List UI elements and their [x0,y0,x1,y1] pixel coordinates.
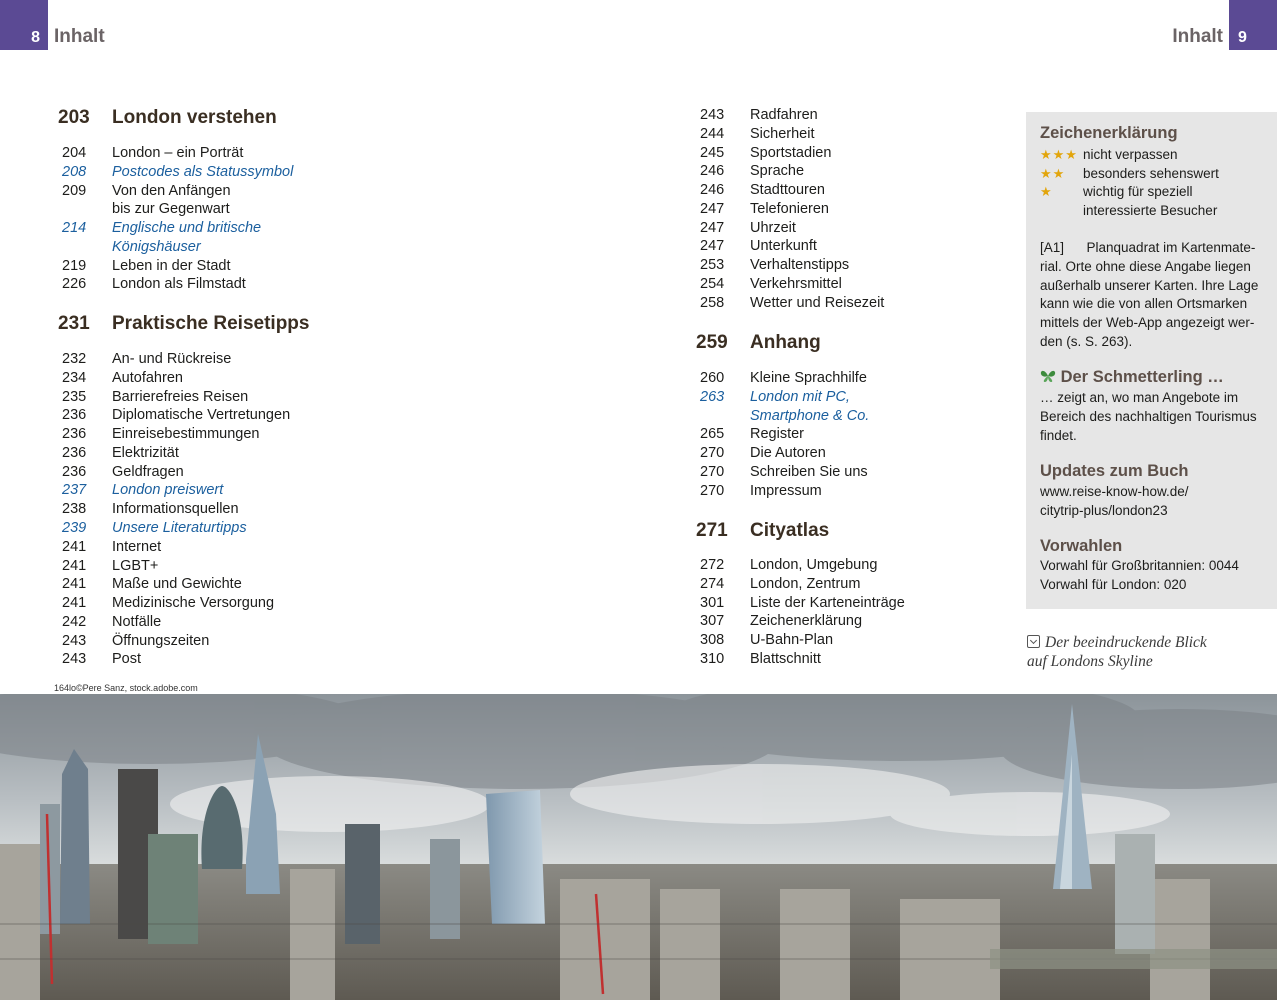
section-page-number: 231 [58,313,90,334]
entry-title: Radfahren [750,107,818,123]
butterfly-icon [1040,369,1056,383]
entry-title: Elektrizität [112,444,179,461]
entry-title: Zeichenerklärung [750,613,863,630]
entry-page-number: 253 [700,257,725,274]
entry-title: Impressum [750,482,822,499]
butterfly-heading-text: Der Schmetterling … [1060,368,1224,386]
note-line: den (s. S. 263). [1040,333,1133,349]
note-line: kann wie die von allen Ortsmarken [1040,296,1248,312]
entry-page-number: 247 [700,200,725,217]
three-star-icon: ★★★ [1040,147,1078,162]
updates-heading: Updates zum Buch [1040,462,1189,480]
entry-title: LGBT+ [112,557,159,574]
dial-codes [1040,557,1239,595]
entry-title: Sicherheit [750,125,815,142]
entry-title: Post [112,651,142,668]
entry-page-number: 241 [62,557,87,574]
entry-page-number: 260 [700,370,725,386]
entry-page-number: 272 [700,557,725,573]
entry-title: bis zur Gegenwart [112,201,230,218]
entry-title: Postcodes als Statussymbol [112,163,294,180]
entry-page-number: 247 [700,219,725,236]
right-running-title: Inhalt [1172,26,1223,47]
legend-star-label: wichtig für speziell [1083,184,1193,199]
entry-page-number: 241 [62,576,87,593]
section-page-number: 271 [696,520,728,541]
section-page-number: 259 [696,332,728,353]
butterfly-note [1040,389,1257,445]
entry-title: Einreisebestimmungen [112,426,260,443]
entry-title: Notfälle [112,613,162,630]
entry-title: Königshäuser [112,238,201,255]
entry-title: Von den Anfängen [112,182,231,199]
legend-box [1026,112,1277,609]
entry-title: Schreiben Sie uns [750,463,868,480]
entry-page-number: 310 [700,650,725,667]
entry-page-number: 254 [700,276,725,293]
entry-page-number: 236 [62,426,87,443]
entry-title: Sportstadien [750,144,832,161]
note-line: findet. [1040,427,1077,443]
one-star-icon: ★ [1040,184,1053,199]
map-grid-note [1040,239,1258,352]
entry-title: Blattschnitt [750,650,821,667]
entry-title: Autofahren [112,369,183,386]
entry-title: London, Umgebung [750,557,878,573]
entry-title: Internet [112,538,162,555]
entry-page-number: 263 [700,388,725,405]
entry-title: Öffnungszeiten [112,632,210,649]
entry-title: Unterkunft [750,238,817,255]
entry-page-number: 237 [62,482,87,499]
left-running-title: Inhalt [54,26,105,47]
entry-page-number: 265 [700,426,725,443]
entry-page-number: 307 [700,613,725,630]
entry-title: Englische und britische [112,220,262,237]
note-line: … zeigt an, wo man Angebote im [1040,390,1239,405]
entry-page-number: 241 [62,595,87,612]
right-page-number: 9 [1229,0,1277,50]
entry-title: London mit PC, [750,388,850,405]
section-page-number: 203 [58,107,90,128]
entry-page-number: 235 [62,388,87,405]
entry-page-number: 274 [700,575,725,592]
entry-title: An- und Rückreise [112,351,232,367]
caption-line: Der beeindruckende Blick [1045,634,1207,651]
entry-title: Barrierefreies Reisen [112,388,249,405]
entry-title: Die Autoren [750,445,826,462]
entry-page-number: 234 [62,369,87,386]
entry-page-number: 236 [62,407,87,424]
entry-title: Verkehrsmittel [750,276,842,293]
entry-title: London, Zentrum [750,575,861,592]
note-line: rial. Orte ohne diese Angabe liegen [1040,258,1251,274]
entry-page-number: 243 [700,107,725,123]
url-line: citytrip-plus/london23 [1040,502,1168,518]
entry-page-number: 242 [62,613,87,630]
photo-caption [1027,633,1207,671]
entry-page-number: 246 [700,163,725,180]
photo-credit: 164lo©Pere Sanz, stock.adobe.com [54,683,198,693]
entry-page-number: 226 [62,276,87,293]
entry-title: U-Bahn-Plan [750,632,834,649]
legend-star-label: interessierte Besucher [1083,203,1218,218]
two-star-icon: ★★ [1040,166,1066,181]
dial-codes-heading: Vorwahlen [1040,537,1123,555]
caption-line: auf Londons Skyline [1027,653,1153,670]
london-skyline-photo [0,694,1277,1000]
entry-page-number: 232 [62,351,87,367]
entry-title: Liste der Karteneinträge [750,594,905,611]
legend-star-label: nicht verpassen [1083,147,1178,162]
section-title: Cityatlas [750,520,830,541]
note-line: Bereich des nachhaltigen Tourismus [1040,408,1257,424]
entry-page-number: 258 [700,294,725,311]
left-page-number: 8 [0,0,48,50]
entry-page-number: 301 [700,594,725,611]
url-line: www.reise-know-how.de/ [1040,484,1189,499]
dial-line: Vorwahl für London: 020 [1040,576,1187,592]
butterfly-heading [1040,368,1224,387]
updates-url [1040,483,1189,521]
entry-page-number: 209 [62,182,87,199]
entry-page-number: 308 [700,632,725,649]
entry-page-number: 245 [700,144,725,161]
legend-heading: Zeichenerklärung [1040,124,1178,142]
section-title: Praktische Reisetipps [112,313,310,334]
section-title: Anhang [750,332,821,353]
entry-title: Uhrzeit [750,219,796,236]
caption-arrow-icon [1027,635,1040,648]
entry-page-number: 236 [62,444,87,461]
entry-title: London als Filmstadt [112,276,246,293]
entry-title: Verhaltenstipps [750,257,850,274]
entry-page-number: 246 [700,182,725,199]
entry-page-number: 270 [700,482,725,499]
entry-title: Maße und Gewichte [112,576,242,593]
entry-page-number: 238 [62,501,87,518]
entry-page-number: 208 [62,163,87,180]
entry-title: Leben in der Stadt [112,257,231,274]
note-line: mittels der Web-App angezeigt wer- [1040,315,1255,331]
entry-title: Kleine Sprachhilfe [750,370,867,386]
entry-title: Wetter und Reisezeit [750,294,885,311]
entry-page-number: 219 [62,257,87,274]
entry-title: Unsere Literaturtipps [112,520,247,537]
entry-page-number: 243 [62,651,87,668]
entry-title: Geldfragen [112,463,184,480]
entry-title: London – ein Porträt [112,145,244,161]
entry-page-number: 270 [700,463,725,480]
entry-page-number: 236 [62,463,87,480]
entry-title: Stadttouren [750,182,825,199]
entry-page-number: 247 [700,238,725,255]
entry-title: Medizinische Versorgung [112,595,275,612]
entry-title: Informationsquellen [112,501,239,518]
entry-page-number: 243 [62,632,87,649]
note-line: [A1] Planquadrat im Kartenmate- [1040,240,1256,255]
entry-page-number: 204 [62,145,87,161]
note-line: außerhalb unserer Karten. Ihre Lage [1040,277,1259,293]
entry-title: London preiswert [112,482,224,499]
dial-line: Vorwahl für Großbritannien: 0044 [1040,558,1239,573]
entry-page-number: 270 [700,445,725,462]
legend-star-label: besonders sehenswert [1083,166,1219,181]
section-title: London verstehen [112,107,277,128]
entry-page-number: 214 [62,220,87,237]
entry-page-number: 239 [62,520,87,537]
entry-page-number: 244 [700,125,725,142]
entry-title: Diplomatische Vertretungen [112,407,291,424]
entry-title: Smartphone & Co. [750,407,870,424]
entry-title: Telefonieren [750,200,829,217]
entry-page-number: 241 [62,538,87,555]
entry-title: Register [750,426,804,443]
entry-title: Sprache [750,163,805,180]
